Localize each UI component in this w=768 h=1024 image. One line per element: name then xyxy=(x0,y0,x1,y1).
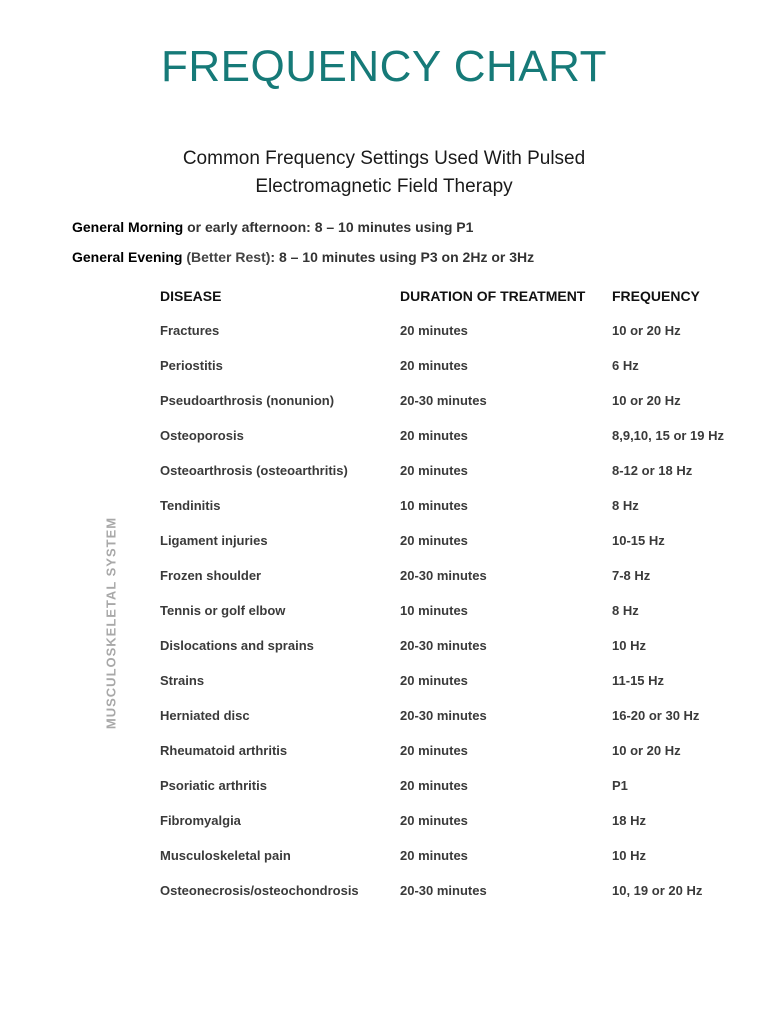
cell-disease: Strains xyxy=(160,673,205,688)
cell-disease: Tendinitis xyxy=(160,498,221,513)
table-row xyxy=(152,803,732,838)
cell-frequency: 8,9,10, 15 or 19 Hz xyxy=(612,428,725,443)
header-duration: DURATION OF TREATMENT xyxy=(400,288,586,304)
cell-frequency: 11-15 Hz xyxy=(612,673,665,688)
cell-disease: Herniated disc xyxy=(160,708,250,723)
cell-duration: 20-30 minutes xyxy=(400,393,487,408)
cell-duration: 20-30 minutes xyxy=(400,708,487,723)
cell-duration: 20 minutes xyxy=(400,848,468,863)
table-row xyxy=(152,873,732,908)
general-evening-note xyxy=(72,249,534,265)
table-row xyxy=(152,488,732,523)
cell-frequency: 10 Hz xyxy=(612,848,646,863)
header-disease: DISEASE xyxy=(160,288,222,304)
cell-frequency: 8-12 or 18 Hz xyxy=(612,463,693,478)
table-row xyxy=(152,838,732,873)
cell-frequency: 8 Hz xyxy=(612,498,639,513)
table-row xyxy=(152,663,732,698)
cell-disease: Frozen shoulder xyxy=(160,568,262,583)
table-body xyxy=(152,313,732,908)
cell-disease: Fractures xyxy=(160,323,220,338)
cell-disease: Ligament injuries xyxy=(160,533,268,548)
table-row xyxy=(152,383,732,418)
table-row xyxy=(152,558,732,593)
general-morning-text: or early afternoon: 8 – 10 minutes using P1 xyxy=(183,219,474,235)
table-row xyxy=(152,698,732,733)
cell-frequency: 16-20 or 30 Hz xyxy=(612,708,700,723)
cell-disease: Dislocations and sprains xyxy=(160,638,314,653)
cell-duration: 20 minutes xyxy=(400,778,468,793)
table-row xyxy=(152,733,732,768)
cell-disease: Fibromyalgia xyxy=(160,813,241,828)
cell-disease: Osteoporosis xyxy=(160,428,244,443)
cell-disease: Tennis or golf elbow xyxy=(160,603,286,618)
cell-disease: Musculoskeletal pain xyxy=(160,848,291,863)
cell-frequency: 6 Hz xyxy=(612,358,639,373)
cell-frequency: 10 or 20 Hz xyxy=(612,743,681,758)
table-row xyxy=(152,523,732,558)
cell-frequency: 7-8 Hz xyxy=(612,568,651,583)
subtitle-line-2: Electromagnetic Field Therapy xyxy=(255,176,513,197)
cell-duration: 20 minutes xyxy=(400,533,468,548)
cell-duration: 20 minutes xyxy=(400,463,468,478)
cell-frequency: 10 Hz xyxy=(612,638,646,653)
cell-disease: Psoriatic arthritis xyxy=(160,778,267,793)
table-row xyxy=(152,418,732,453)
table-row xyxy=(152,628,732,663)
table-row xyxy=(152,348,732,383)
cell-duration: 20-30 minutes xyxy=(400,568,487,583)
cell-disease: Rheumatoid arthritis xyxy=(160,743,288,758)
table-row xyxy=(152,313,732,348)
cell-duration: 20-30 minutes xyxy=(400,883,487,898)
general-morning-label: General Morning xyxy=(72,219,184,235)
table-row xyxy=(152,593,732,628)
cell-frequency: 10 or 20 Hz xyxy=(612,323,681,338)
table-row xyxy=(152,453,732,488)
cell-duration: 10 minutes xyxy=(400,498,468,513)
page-title: FREQUENCY CHART xyxy=(161,42,607,91)
cell-frequency: 10-15 Hz xyxy=(612,533,665,548)
table-row xyxy=(152,768,732,803)
cell-disease: Osteoarthrosis (osteoarthritis) xyxy=(160,463,348,478)
page-subtitle xyxy=(100,145,668,201)
cell-duration: 20 minutes xyxy=(400,813,468,828)
table-header-row xyxy=(152,279,732,313)
cell-duration: 20 minutes xyxy=(400,673,468,688)
general-evening-text: : 8 – 10 minutes using P3 on 2Hz or 3Hz xyxy=(270,249,535,265)
cell-frequency: 18 Hz xyxy=(612,813,646,828)
cell-duration: 20 minutes xyxy=(400,323,468,338)
general-morning-note xyxy=(72,219,473,235)
general-evening-label: General Evening xyxy=(72,249,183,265)
general-evening-paren: (Better Rest) xyxy=(182,249,271,265)
cell-duration: 10 minutes xyxy=(400,603,468,618)
cell-frequency: P1 xyxy=(612,778,628,793)
cell-frequency: 10, 19 or 20 Hz xyxy=(612,883,703,898)
cell-duration: 20 minutes xyxy=(400,743,468,758)
subtitle-line-1: Common Frequency Settings Used With Pulsed xyxy=(182,148,586,169)
section-side-label: MUSCULOSKELETAL SYSTEM xyxy=(103,516,119,730)
cell-frequency: 10 or 20 Hz xyxy=(612,393,681,408)
cell-disease: Pseudoarthrosis (nonunion) xyxy=(160,393,335,408)
frequency-table xyxy=(152,279,732,908)
cell-duration: 20 minutes xyxy=(400,428,468,443)
cell-frequency: 8 Hz xyxy=(612,603,639,618)
cell-disease: Osteonecrosis/osteochondrosis xyxy=(160,883,359,898)
cell-disease: Periostitis xyxy=(160,358,223,373)
header-frequency: FREQUENCY xyxy=(612,288,700,304)
cell-duration: 20 minutes xyxy=(400,358,468,373)
cell-duration: 20-30 minutes xyxy=(400,638,487,653)
